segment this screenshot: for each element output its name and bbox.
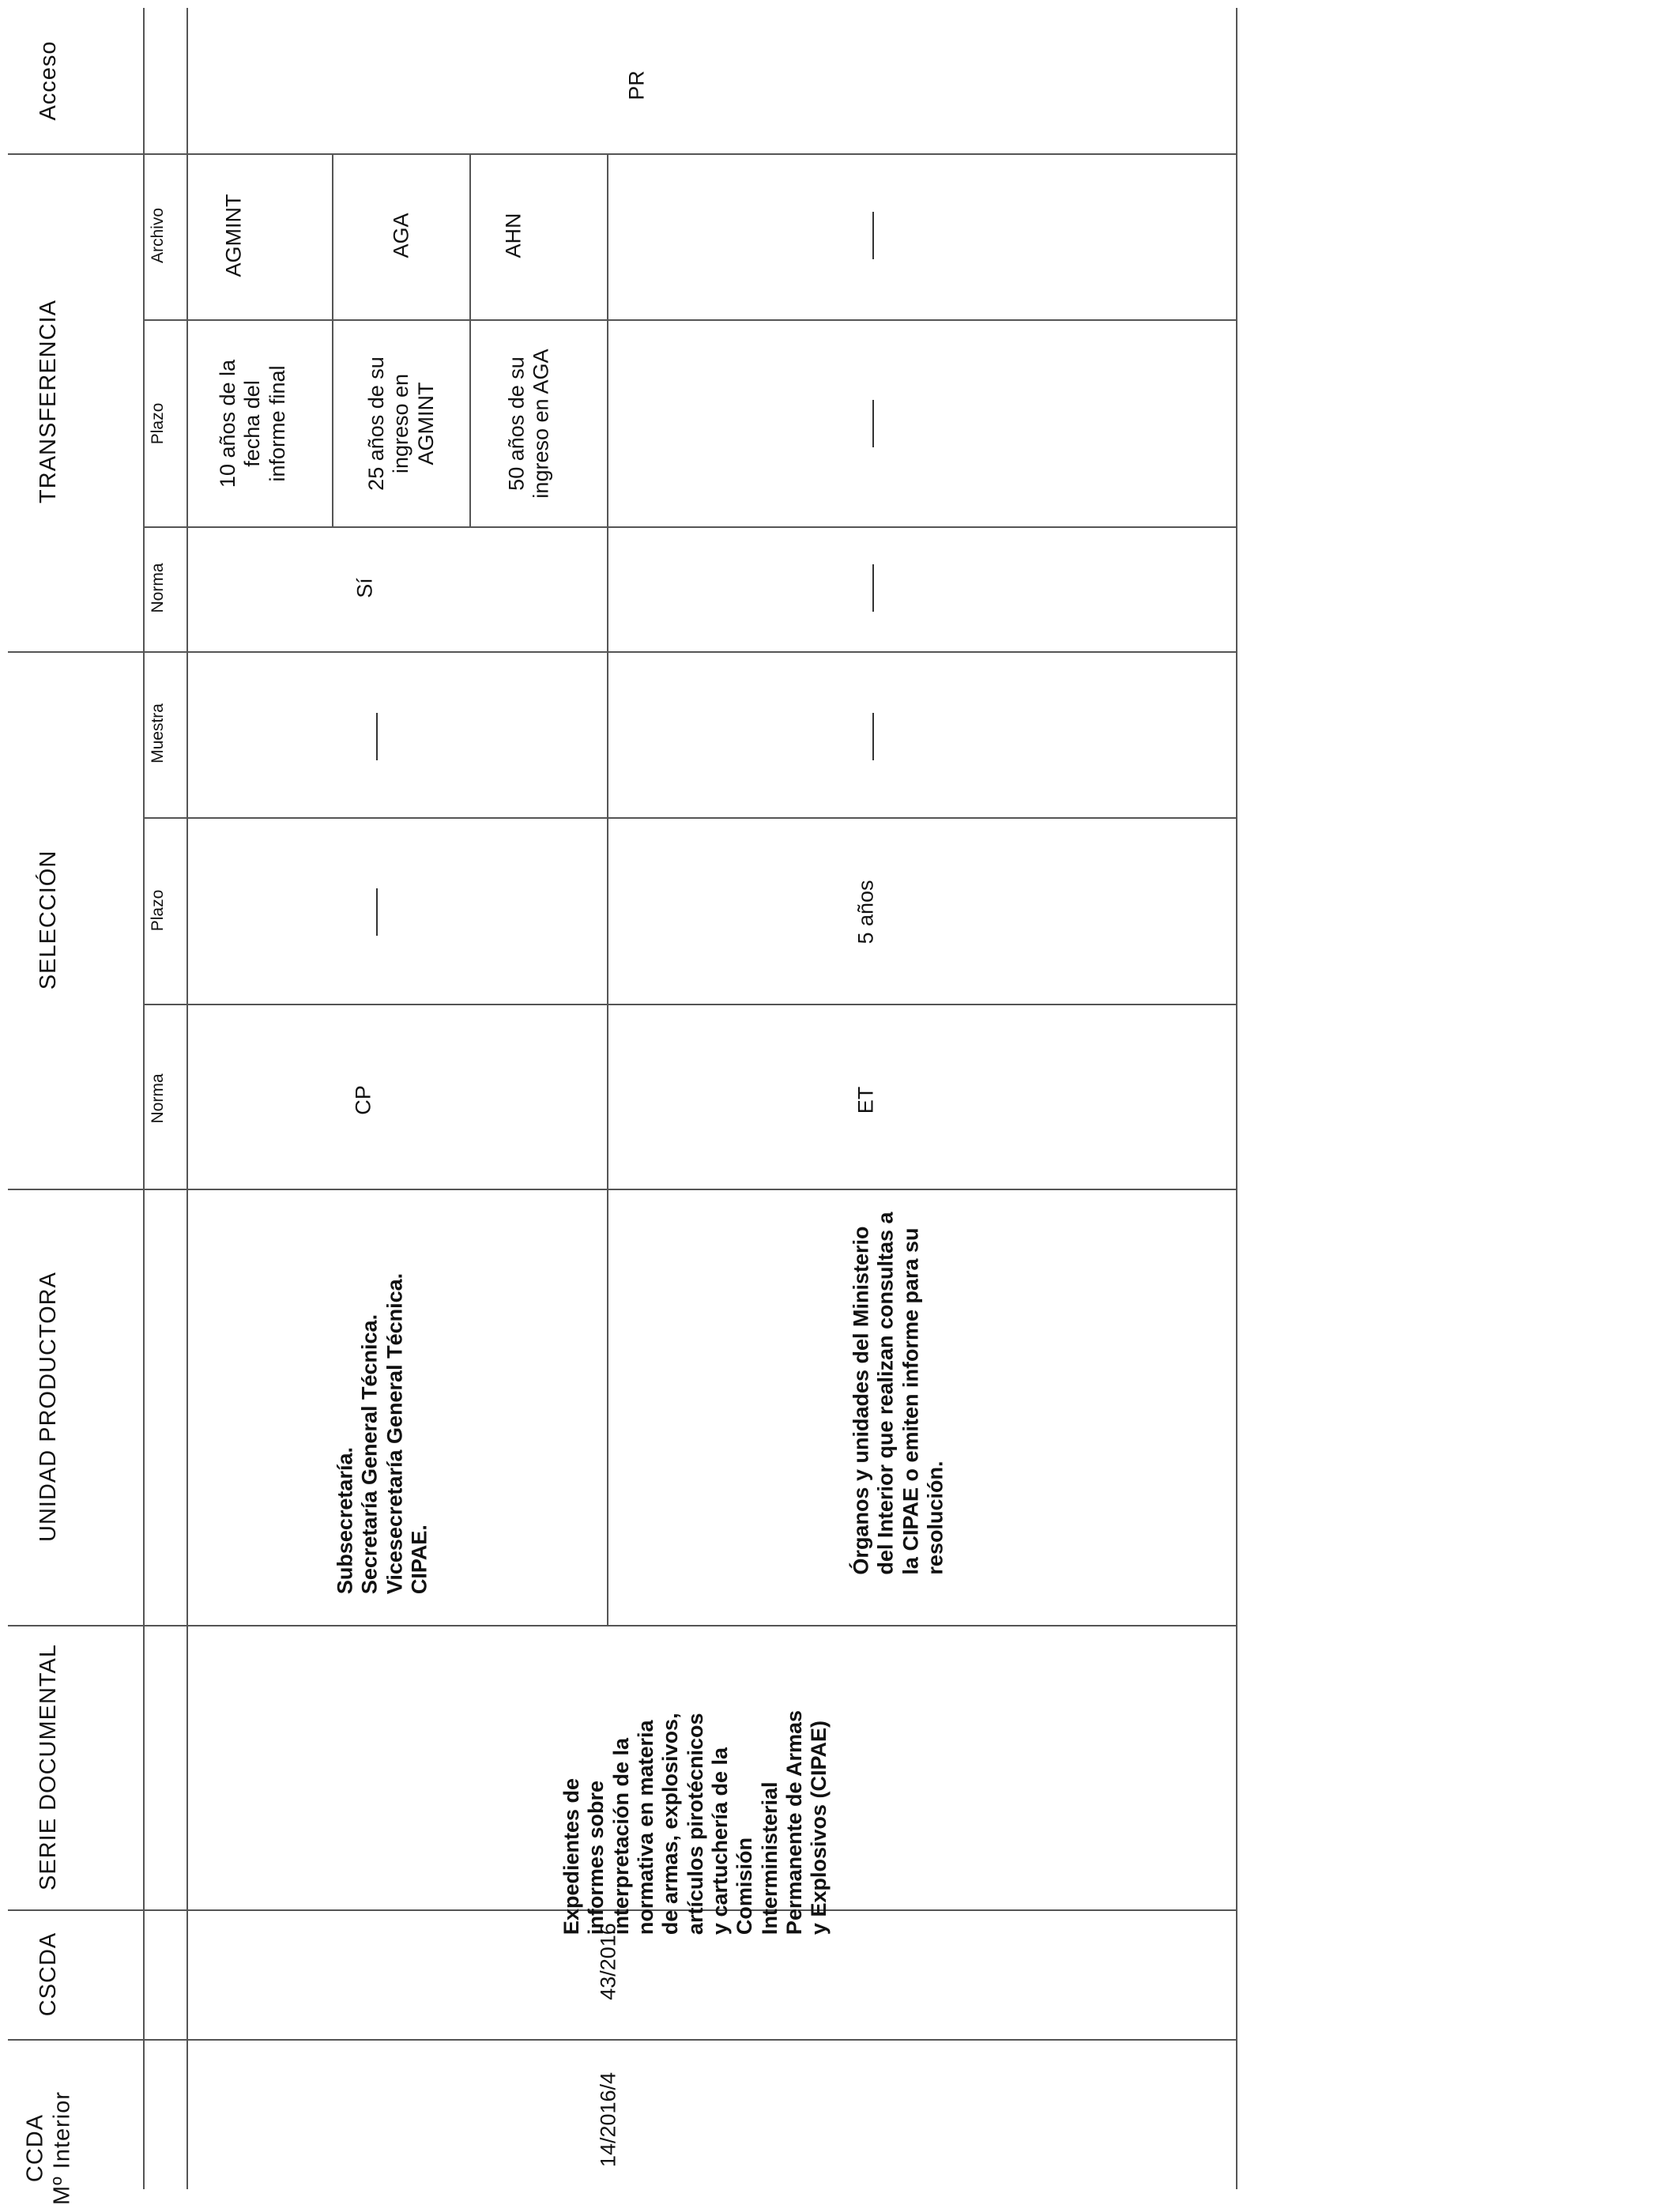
empty-cell-dash — [872, 212, 874, 259]
table-border — [1236, 8, 1237, 2189]
cell-seleccion-plazo-2: 5 años — [853, 880, 878, 944]
header-acceso: Acceso — [36, 40, 62, 121]
cell-seleccion-norma-1: CP — [351, 1085, 375, 1115]
cell-seleccion-norma-2: ET — [853, 1086, 878, 1114]
header-unidad-productora: UNIDAD PRODUCTORA — [36, 1272, 62, 1542]
cell-transfer-archivo-2: AGA — [389, 213, 413, 258]
cell-ccda-code: 14/2016/4 — [596, 2071, 620, 2168]
header-serie-documental: SERIE DOCUMENTAL — [36, 1644, 62, 1890]
header-ccda: CCDA Mº Interior — [22, 2090, 74, 2205]
empty-cell-dash — [872, 713, 874, 760]
header-seleccion: SELECCIÓN — [36, 850, 62, 990]
table-border — [8, 1189, 1237, 1190]
subheader-transferencia-norma: Norma — [148, 563, 167, 613]
cell-transfer-plazo-1: 10 años de la fecha del informe final — [216, 359, 289, 488]
cell-serie-documental: Expedientes de informes sobre interpretación de la normativa en materia de armas, explosivos, artículos pirotécnicos y cartuchería de la Comisión Interministerial Permanente de Armas y Explosivos (CIPAE) — [559, 1709, 831, 1936]
table-border — [8, 2039, 1237, 2041]
cell-transfer-plazo-3: 50 años de su ingreso en AGA — [504, 349, 553, 499]
cell-transferencia-norma: Sí — [352, 578, 377, 598]
empty-cell-dash — [872, 400, 874, 447]
cell-unidad-productora-2: Órganos y unidades del Ministerio del Interior que realizan consultas a la CIPAE o emiten informe para su resolución. — [849, 1212, 947, 1575]
table-border — [143, 8, 145, 2189]
empty-cell-dash — [872, 564, 874, 612]
table-border — [607, 155, 608, 1625]
header-transferencia: TRANSFERENCIA — [36, 300, 62, 503]
table-border — [143, 319, 1237, 321]
header-cscda: CSCDA — [36, 1932, 62, 2017]
cell-transfer-plazo-2: 25 años de su ingreso en AGMINT — [364, 356, 438, 491]
subheader-seleccion-norma: Norma — [148, 1073, 167, 1124]
subheader-transferencia-plazo: Plazo — [148, 402, 167, 445]
table-border — [143, 817, 1237, 819]
subheader-transferencia-archivo: Archivo — [148, 207, 167, 264]
empty-cell-dash — [376, 713, 378, 760]
table-border — [8, 651, 1237, 653]
cell-transfer-archivo-3: AHN — [501, 213, 525, 258]
cell-acceso: PR — [624, 70, 649, 100]
subheader-seleccion-muestra: Muestra — [148, 703, 167, 763]
table-border — [469, 155, 471, 528]
table-border — [143, 1004, 1237, 1005]
table-border — [186, 8, 188, 2189]
cell-transfer-archivo-1: AGMINT — [221, 194, 246, 277]
cell-cscda-code: 43/2016 — [596, 1923, 620, 2000]
table-border — [8, 1625, 1237, 1626]
table-border — [332, 155, 333, 528]
cell-unidad-productora-1: Subsecretaría. Secretaría General Técnica. Vicesecretaría General Técnica. CIPAE. — [333, 1272, 431, 1595]
table-border — [8, 153, 1237, 155]
table-border — [143, 526, 1237, 528]
empty-cell-dash — [376, 888, 378, 936]
subheader-seleccion-plazo: Plazo — [148, 889, 167, 932]
